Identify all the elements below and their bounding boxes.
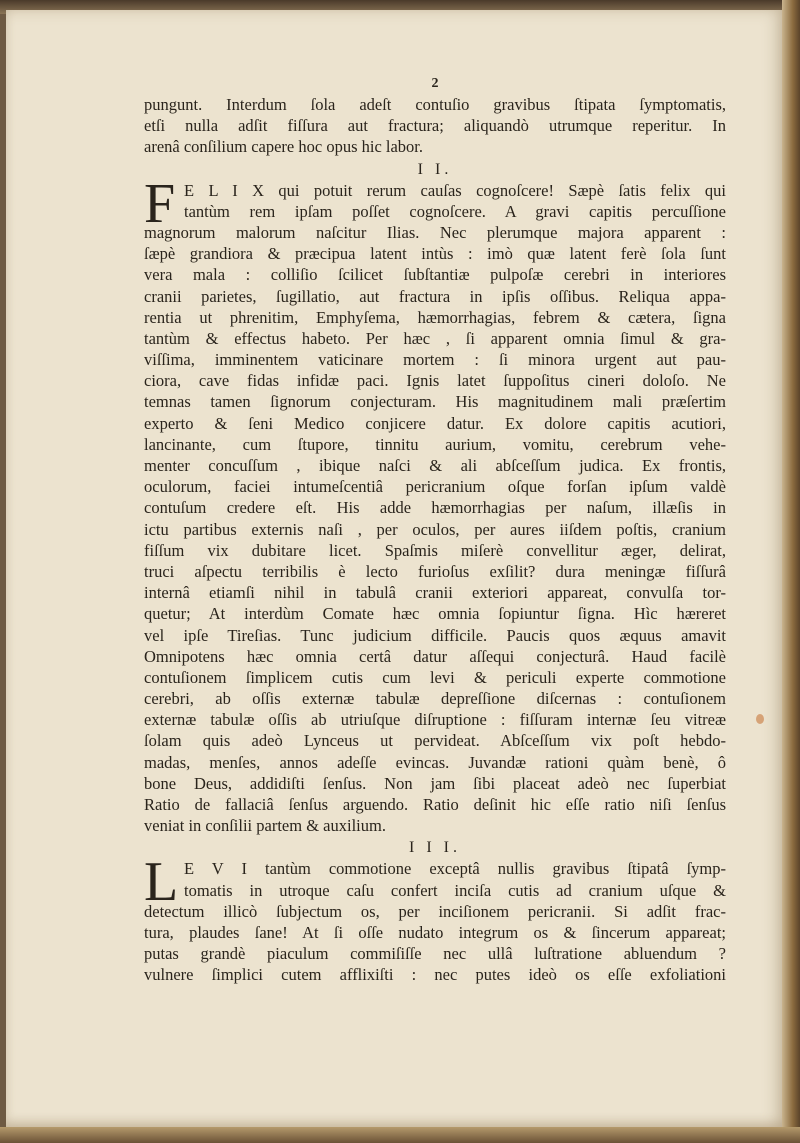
paragraph-line: magnorum malorum naſcitur Ilias. Nec plerumque majora apparent : [144,222,726,242]
paragraph-line: lancinante, cum ſtupore, tinnitu aurium, vomitu, cerebrum vehe- [144,434,726,454]
paragraph-line: tura, plaudes ſane! At ſi oſſe nudato integrum os & ſincerum appareat; [144,922,726,942]
paragraph-line: E V I tantùm commotione exceptâ nullis gravibus ſtipatâ ſymp- [184,859,726,879]
paragraph-line: cerebri, ab oſſis externæ tabulæ depreſſione diſcernas : contuſionem [144,689,726,709]
paragraph-line: menter concuſſum , ibique naſci & ali abſceſſum judica. Ex frontis, [144,456,726,475]
paragraph-line: internâ etiamſi nihil in tabulâ cranii exteriori appareat, convulſa tor- [144,583,726,603]
book-spine-edge [782,0,800,1143]
paragraph-line: madas, menſes, annos adeſſe evincas. Juvandæ rationi quàm benè, ô [144,752,726,772]
page-text [144,72,726,986]
paragraph-line: vel ipſe Tireſias. Tunc judicium difficile. Paucis quos æquus amavit [144,625,726,645]
paragraph-line: fiſſum vix dubitare licet. Spaſmis miſerè convellitur æger, delirat, [144,540,726,560]
paragraph-line: contuſum credere eſt. His adde hæmorrhagias per naſum, illæſis in [144,498,726,518]
paragraph-line: detectum illicò ſubjectum os, per inciſionem pericranii. Si adſit frac- [144,901,726,921]
paragraph-line: rentia ut phrenitim, Emphyſema, hæmorrhagias, febrem & cætera, ſigna [144,307,726,327]
paragraph-line: Ratio de fallaciâ ſenſus arguendo. Ratio deſinit hic eſſe ratio niſi ſenſus [144,795,726,814]
paper-stain [756,714,764,724]
paragraph-line: vulnere ſimplici cutem afflixiſti : nec putes ideò os eſſe exfoliationi [144,965,726,985]
intro-line: arenâ conſilium capere hoc opus hic labor. [144,137,424,157]
section-heading-3: I I I. [409,839,461,857]
paragraph-line: contuſionem ſimplicem cutis cum levi & periculi experte commotione [144,667,726,687]
paragraph-line: ictu partibus externis naſi , per oculos, per aures iiſdem poſtis, cranium [144,519,726,539]
intro-line: pungunt. Interdum ſola adeſt contuſio gravibus ſtipata ſymptomatis, [144,95,726,114]
intro-line: etſi nulla adſit fiſſura aut fractura; aliquandò utrumque reperitur. In [144,116,726,136]
paragraph-line: bone Deus, addidiſti ſenſus. Non jam ſibi placeat adeò nec ſuperbiat [144,773,726,793]
paragraph-line: tantùm rem ipſam poſſet cognoſcere. A gravi capitis percuſſione [184,201,726,221]
paragraph-line: quetur; At interdùm Comate hæc omnia ſopiuntur ſigna. Hìc hæreret [144,604,726,624]
paragraph-line: ſolam quis adeò Lynceus ut pervideat. Abſceſſum vix poſt hebdo- [144,731,726,751]
paragraph-line: temnas tamen ſignorum conjecturam. His magnitudinem mali præſertim [144,392,726,412]
page-number: 2 [431,76,439,91]
section-heading-2: I I. [417,160,453,178]
intro-paragraph [144,94,726,158]
paragraph-line: vera mala : colliſio ſcilicet ſubſtantiæ pulpoſæ cerebri in interiores [144,265,726,285]
book-bottom-edge [0,1127,800,1143]
paragraph-line: E L I X qui potuit rerum cauſas cognoſcere! Sæpè ſatis felix qui [184,180,726,200]
paragraph-line: Omnipotens hæc omnia certâ datur aſſequi conjecturâ. Haud facilè [144,646,726,666]
paragraph-line: putas grandè piaculum commiſiſſe nec ullâ luſtratione abluendum ? [144,944,726,964]
paragraph-line: ciora, cave fidas infidæ paci. Ignis latet ſuppoſitus cineri doloſo. Ne [144,371,726,391]
paragraph-line: tomatis in utroque caſu confert inciſa cutis ad cranium uſque & [184,880,726,900]
drop-cap: F [144,172,176,235]
paragraph-line: ſæpè grandiora & præcipua latent intùs : imò quæ latent ferè ſola ſunt [144,244,726,264]
paragraph-line: truci aſpectu terribilis è lecto furioſus exſilit? dura meningæ fiſſurâ [144,561,726,581]
drop-cap: L [144,851,179,914]
paragraph-line: tantùm & effectus habeto. Per hæc , ſi apparent omnia ſimul & gra- [144,328,726,348]
paragraph-line: cranii parietes, ſugillatio, aut fractura in ipſis oſſibus. Reliqua appa- [144,286,726,306]
section-2-paragraph [144,172,726,837]
paragraph-line: externæ tabulæ oſſis ab utriuſque diſruptione : fiſſuram internæ ſeu vitreæ [144,710,726,730]
section-3-paragraph [144,851,726,985]
paragraph-line: oculorum, faciei intumeſcentiâ pericranium oſque forſan ipſum valdè [144,477,726,497]
paragraph-line: experto & ſeni Medico conjicere datur. Ex dolore capitis acutiori, [144,413,726,433]
paragraph-line: veniat in conſilii partem & auxilium. [144,816,386,836]
paragraph-line: viſſima, imminentem vaticinare mortem : ſi minora urgent aut pau- [144,350,726,370]
